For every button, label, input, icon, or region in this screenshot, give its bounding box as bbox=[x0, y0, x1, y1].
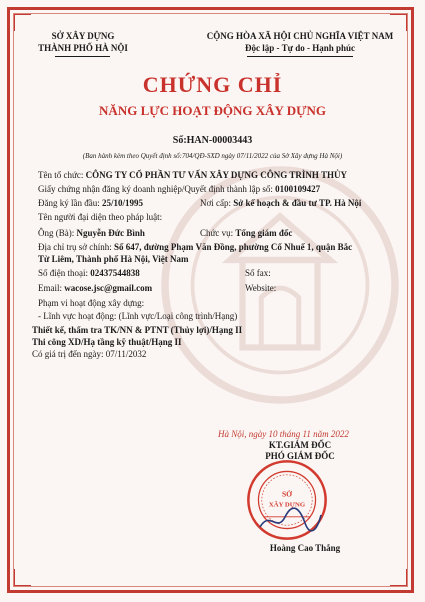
certificate-subtitle: NĂNG LỰC HOẠT ĐỘNG XÂY DỰNG bbox=[99, 103, 326, 118]
org-name-row bbox=[38, 170, 347, 181]
issuance-note: (Ban hành kèm theo Quyết định số:704/QĐ-SXD ngày 07/11/2022 của Sở Xây dựng Hà Nội) bbox=[82, 152, 343, 160]
email-address: wacose.jsc@gmail.com bbox=[64, 283, 153, 293]
email-label: Email: bbox=[38, 283, 62, 293]
issuer-header bbox=[28, 30, 138, 54]
svg-text:XÂY DỰNG: XÂY DỰNG bbox=[268, 501, 306, 509]
address-row bbox=[38, 242, 352, 253]
first-registration-label: Đăng ký lần đầu: bbox=[38, 198, 100, 208]
first-registration-row bbox=[38, 198, 143, 209]
place-and-date: Hà Nội, ngày 10 tháng 11 năm 2022 bbox=[218, 429, 349, 439]
phone-label: Số điện thoại: bbox=[38, 268, 88, 278]
position-label: Chức vụ: bbox=[200, 228, 234, 238]
phone-row bbox=[38, 268, 140, 279]
signatory-role-line-2: PHÓ GIÁM ĐỐC bbox=[265, 451, 335, 461]
first-registration-date: 25/10/1995 bbox=[101, 198, 143, 208]
issuer-line-2: THÀNH PHỐ HÀ NỘI bbox=[38, 43, 128, 53]
org-name-label: Tên tổ chức: bbox=[38, 170, 84, 180]
representative-prefix: Ông (Bà): bbox=[38, 228, 75, 238]
position: Tổng giám đốc bbox=[235, 228, 293, 238]
issuer-underline bbox=[55, 56, 110, 57]
national-header bbox=[190, 30, 410, 54]
website-label: Website: bbox=[245, 283, 277, 293]
scope-item-1: Thiết kế, thẩm tra TK/NN & PTNT (Thủy lợi)/Hạng II bbox=[32, 325, 243, 335]
handwritten-signature-icon bbox=[255, 505, 325, 535]
svg-text:SỞ: SỞ bbox=[281, 489, 293, 499]
scope-item-2: Thi công XD/Hạ tầng kỹ thuật/Hạng II bbox=[32, 337, 182, 347]
signer-name: Hoàng Cao Thắng bbox=[269, 543, 341, 553]
representative-name: Nguyễn Đức Bình bbox=[76, 228, 145, 238]
fax-label: Số fax: bbox=[245, 268, 271, 278]
issued-by-row bbox=[200, 198, 361, 209]
address-line-1: Số 647, đường Phạm Văn Đồng, phường Cổ Nhuế 1, quận Bắc bbox=[114, 242, 353, 252]
national-motto-line-2: Độc lập - Tự do - Hạnh phúc bbox=[244, 43, 355, 53]
representative-row bbox=[38, 228, 145, 239]
certificate-number: Số:HAN-00003443 bbox=[172, 135, 253, 146]
org-name: CÔNG TY CỔ PHẦN TƯ VẤN XÂY DỰNG CÔNG TRÌNH THỦY bbox=[85, 170, 347, 180]
scope-heading: Phạm vi hoạt động xây dựng: bbox=[38, 298, 145, 308]
national-motto-line-1: CỘNG HÒA XÃ HỘI CHỦ NGHĨA VIỆT NAM bbox=[206, 31, 394, 41]
license-number: 0100109427 bbox=[275, 184, 321, 194]
phone-number: 02437544838 bbox=[90, 268, 140, 278]
motto-underline bbox=[247, 56, 353, 57]
address-line-2: Từ Liêm, Thành phố Hà Nội, Việt Nam bbox=[38, 254, 189, 264]
signatory-role-line-1: KT.GIÁM ĐỐC bbox=[268, 440, 332, 450]
scope-subheading: - Lĩnh vực hoạt động: (Lĩnh vực/Loại công trình/Hạng) bbox=[38, 311, 238, 321]
issuer-line-1: SỞ XÂY DỰNG bbox=[51, 31, 115, 41]
address-label: Địa chỉ trụ sở chính: bbox=[38, 242, 112, 252]
representative-heading: Tên người đại diện theo pháp luật: bbox=[38, 212, 163, 222]
license-label: Giấy chứng nhận đăng ký doanh nghiệp/Quyết định thành lập số: bbox=[38, 184, 273, 194]
license-row bbox=[38, 184, 320, 195]
certificate-title: CHỨNG CHỈ bbox=[142, 72, 283, 97]
issued-by: Sở kế hoạch & đầu tư TP. Hà Nội bbox=[233, 198, 362, 208]
issued-by-label: Nơi cấp: bbox=[200, 198, 231, 208]
position-row bbox=[200, 228, 292, 239]
email-row bbox=[38, 283, 152, 294]
validity-date: Có giá trị đến ngày: 07/11/2032 bbox=[32, 349, 147, 359]
